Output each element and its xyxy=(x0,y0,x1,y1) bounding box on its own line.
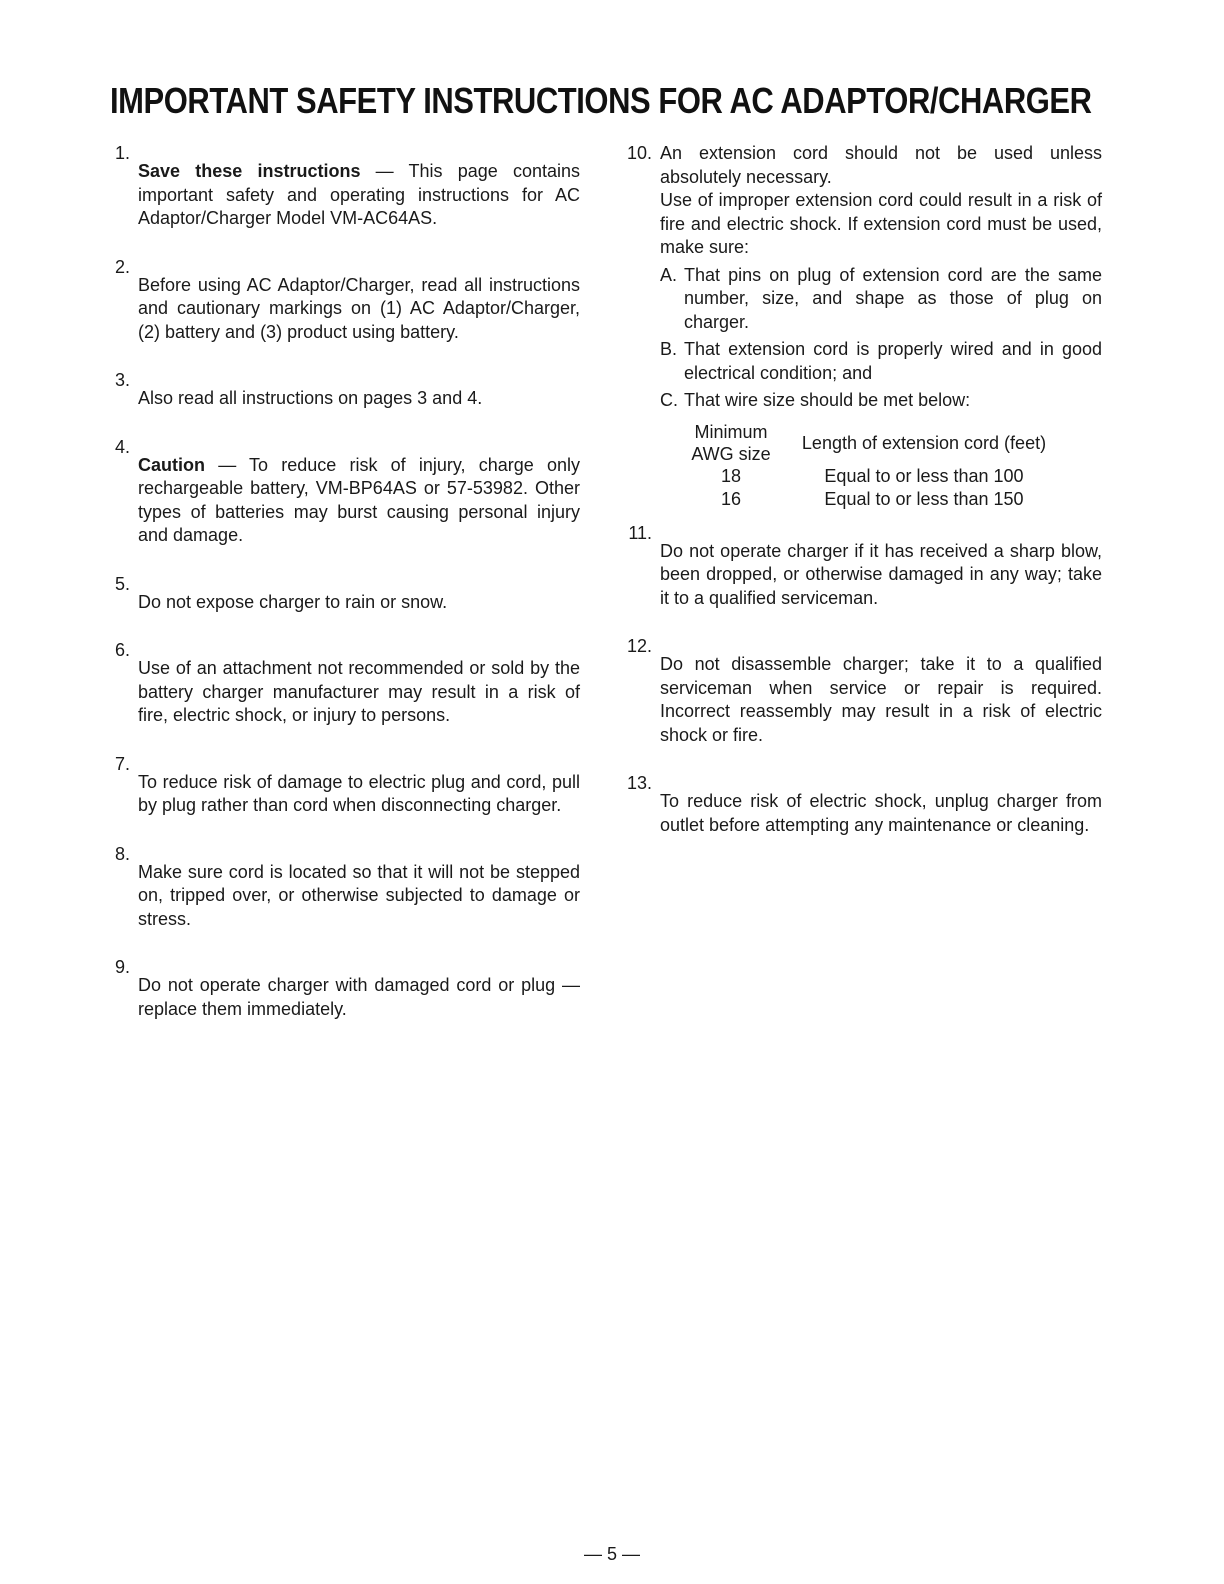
sub-letter: B. xyxy=(660,339,678,359)
instruction-item xyxy=(104,956,580,1039)
item-number: 6. xyxy=(114,640,130,660)
item-number: 12. xyxy=(626,636,652,656)
table-cell-length: Equal to or less than 100 xyxy=(824,465,1024,486)
item-text xyxy=(138,160,580,231)
instruction-item xyxy=(620,142,1102,515)
instruction-item xyxy=(104,843,580,950)
instruction-item xyxy=(620,635,1102,765)
item-number: 11. xyxy=(628,522,652,543)
item-lead: Save these instructions xyxy=(138,161,361,181)
item-number: 8. xyxy=(114,843,130,864)
right-column xyxy=(620,142,1102,862)
item-body: — This page contains important safety and operating instructions for AC Adaptor/Charger Model VM-AC64AS. xyxy=(138,161,580,228)
item-text: Do not operate charger with damaged cord or plug — replace them immediately. xyxy=(138,975,580,1019)
instruction-item xyxy=(104,639,580,746)
item-text: To reduce risk of electric shock, unplug charger from outlet before attempting any maintenance or cleaning. xyxy=(660,791,1102,835)
page-number: — 5 — xyxy=(583,1544,640,1564)
table-cell-length: Equal to or less than 150 xyxy=(824,488,1024,509)
table-header-awg xyxy=(688,421,774,465)
item-text: Use of an attachment not recommended or sold by the battery charger manufacturer may result in a risk of fire, electric shock, or injury to persons. xyxy=(138,658,580,725)
instruction-item xyxy=(104,369,580,429)
item-text xyxy=(660,142,1102,515)
table-row xyxy=(688,488,1074,511)
item-paragraph: Use of improper extension cord could result in a risk of fire and electric shock. If extension cord must be used, make sure: xyxy=(660,190,1102,257)
left-column xyxy=(104,142,580,1046)
item-text: Do not expose charger to rain or snow. xyxy=(138,591,448,612)
table-row xyxy=(688,465,1074,488)
item-text xyxy=(138,454,580,548)
table-header-awg-line2: AWG size xyxy=(691,443,771,464)
item-paragraph: An extension cord should not be used unless absolutely necessary. xyxy=(660,143,1102,187)
item-text: Do not operate charger if it has received a sharp blow, been dropped, or otherwise damaged in any way; take it to a qualified serviceman. xyxy=(660,540,1102,608)
instruction-item xyxy=(104,573,580,633)
item-text: Make sure cord is located so that it will not be stepped on, tripped over, or otherwise subjected to damage or stress. xyxy=(138,861,580,929)
table-cell-awg: 16 xyxy=(720,488,742,509)
item-number: 7. xyxy=(114,753,130,774)
wire-size-table xyxy=(688,421,1074,511)
instruction-item xyxy=(104,753,580,836)
item-number: 13. xyxy=(626,773,652,793)
item-text: Also read all instructions on pages 3 and 4. xyxy=(138,388,483,408)
sub-item xyxy=(660,389,1102,413)
sub-text: That extension cord is properly wired and in good electrical condition; and xyxy=(684,339,1102,383)
item-text: Do not disassemble charger; take it to a qualified serviceman when service or repair is required. Incorrect reassembly may result in a risk of electric shock or fire. xyxy=(660,654,1102,745)
item-lead: Caution xyxy=(138,454,205,475)
item-number: 10. xyxy=(626,143,652,163)
table-header-awg-line1: Minimum xyxy=(694,421,768,442)
instruction-item xyxy=(104,436,580,566)
instruction-item xyxy=(620,772,1102,855)
sub-letter: C. xyxy=(660,390,678,410)
table-header-length: Length of extension cord (feet) xyxy=(801,432,1047,453)
sub-text: That pins on plug of extension cord are the same number, size, and shape as those of plug on charger. xyxy=(684,264,1102,332)
instruction-item xyxy=(104,142,580,249)
item-number: 9. xyxy=(114,957,130,977)
item-text: To reduce risk of damage to electric plug and cord, pull by plug rather than cord when disconnecting charger. xyxy=(138,771,580,815)
item-number: 4. xyxy=(114,436,130,457)
table-cell-awg: 18 xyxy=(720,465,742,486)
item-number: 2. xyxy=(114,256,130,277)
sub-item xyxy=(660,264,1102,335)
table-header-row xyxy=(688,421,1074,465)
instruction-item xyxy=(620,522,1102,629)
instruction-item xyxy=(104,256,580,363)
item-number: 5. xyxy=(114,573,130,594)
item-number: 1. xyxy=(114,143,130,163)
sub-item xyxy=(660,338,1102,385)
sub-letter: A. xyxy=(660,264,678,285)
sub-text: That wire size should be met below: xyxy=(684,390,971,410)
item-body: — To reduce risk of injury, charge only rechargeable battery, VM-BP64AS or 57-53982. Other types of batteries may burst causing personal injury and damage. xyxy=(138,454,580,545)
item-number: 3. xyxy=(114,370,130,390)
page-title: IMPORTANT SAFETY INSTRUCTIONS FOR AC ADAPTOR/CHARGER xyxy=(110,80,1092,121)
item-text: Before using AC Adaptor/Charger, read all instructions and cautionary markings on (1) AC Adaptor/Charger, (2) battery and (3) product using battery. xyxy=(138,274,580,342)
